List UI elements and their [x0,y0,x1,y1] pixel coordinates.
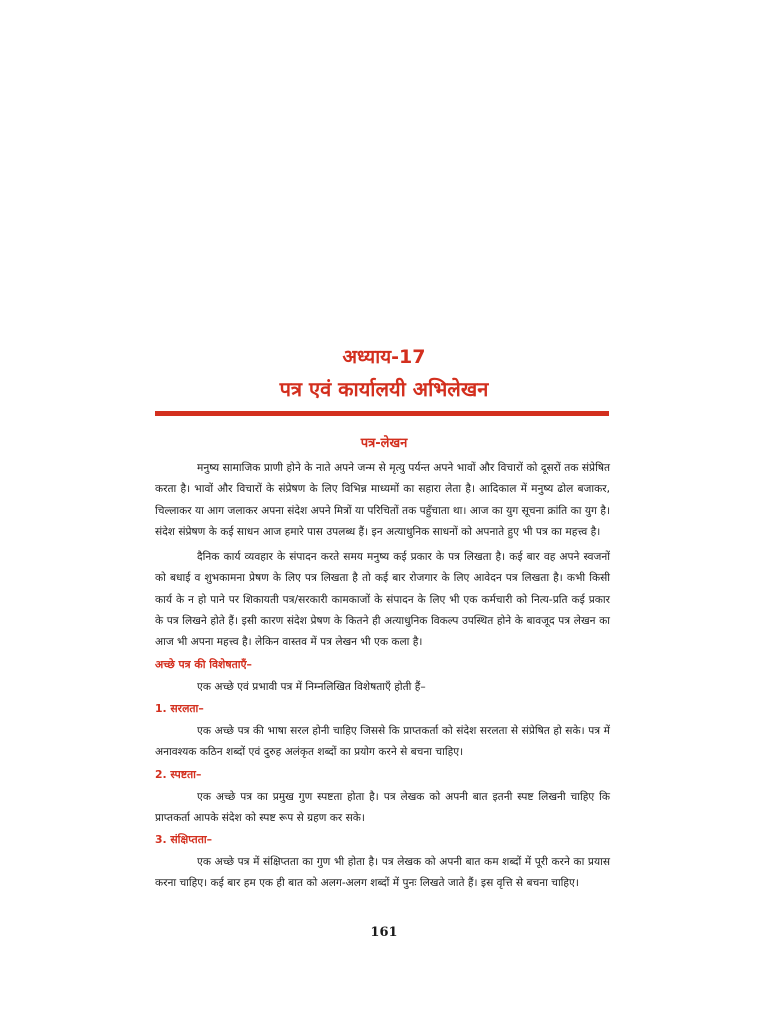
section-heading: पत्र-लेखन [360,436,408,451]
body-content [155,458,610,895]
features-heading: अच्छे पत्र की विशेषताएँ– [155,657,252,671]
chapter-title: पत्र एवं कार्यालयी अभिलेखन [279,377,489,401]
feature-title-simplicity: 1. सरलता– [155,701,204,715]
chapter-number: अध्याय-17 [342,346,426,368]
feature-text-clarity: एक अच्छे पत्र का प्रमुख गुण स्पष्टता होता है। पत्र लेखक को अपनी बात इतनी स्पष्ट लिखनी चाहिए कि प्राप्तकर्ता आपके संदेश को स्पष्ट रूप से ग्रहण कर सके। [155,790,610,824]
paragraph-intro: मनुष्य सामाजिक प्राणी होने के नाते अपने जन्म से मृत्यु पर्यन्त अपने भावों और विचारों को दूसरों तक संप्रेषित करता है। भावों और विचारों के संप्रेषण के लिए विभिन्न माध्यमों का सहारा लेता है। आदिकाल में मनुष्य ढोल बजाकर, चिल्लाकर या आग जलाकर अपना संदेश अपने मित्रों या परिचितों तक पहुँचाता था। आज का युग सूचना क्रांति का युग है। संदेश संप्रेषण के कई साधन आज हमारे पास उपलब्ध हैं। इन अत्याधुनिक साधनों को अपनाते हुए भी पत्र का महत्त्व है। [155,462,610,538]
features-intro: एक अच्छे एवं प्रभावी पत्र में निम्नलिखित विशेषताएँ होती हैं– [197,680,426,693]
feature-text-brevity: एक अच्छे पत्र में संक्षिप्तता का गुण भी होता है। पत्र लेखक को अपनी बात कम शब्दों में पूरी करने का प्रयास करना चाहिए। कई बार हम एक ही बात को अलग-अलग शब्दों में पुनः लिखते जाते हैं। इस वृत्ति से बचना चाहिए। [155,856,610,890]
paragraph-daily-use: दैनिक कार्य व्यवहार के संपादन करते समय मनुष्य कई प्रकार के पत्र लिखता है। कई बार वह अपने स्वजनों को बधाई व शुभकामना प्रेषण के लिए पत्र लिखता है तो कई बार रोजगार के लिए आवेदन पत्र लिखता है। कभी किसी कार्य के न हो पाने पर शिकायती पत्र/सरकारी कामकाजों के संपादन के लिए भी एक कर्मचारी को नित्य-प्रति कई प्रकार के पत्र लिखने होते हैं। इसी कारण संदेश प्रेषण के कितने ही अत्याधुनिक विकल्प उपस्थित होने के बावजूद पत्र लेखन का आज भी अपना महत्त्व है। लेकिन वास्तव में पत्र लेखन भी एक कला है। [155,551,610,649]
feature-title-brevity: 3. संक्षिप्तता– [155,833,213,847]
page-number: 161 [370,925,398,940]
title-divider [155,411,609,416]
feature-text-simplicity: एक अच्छे पत्र की भाषा सरल होनी चाहिए जिससे कि प्राप्तकर्ता को संदेश सरलता से संप्रेषित हो सके। पत्र में अनावश्यक कठिन शब्दों एवं दुरुह अलंकृत शब्दों का प्रयोग करने से बचना चाहिए। [155,724,610,759]
feature-title-clarity: 2. स्पष्टता– [155,767,202,781]
